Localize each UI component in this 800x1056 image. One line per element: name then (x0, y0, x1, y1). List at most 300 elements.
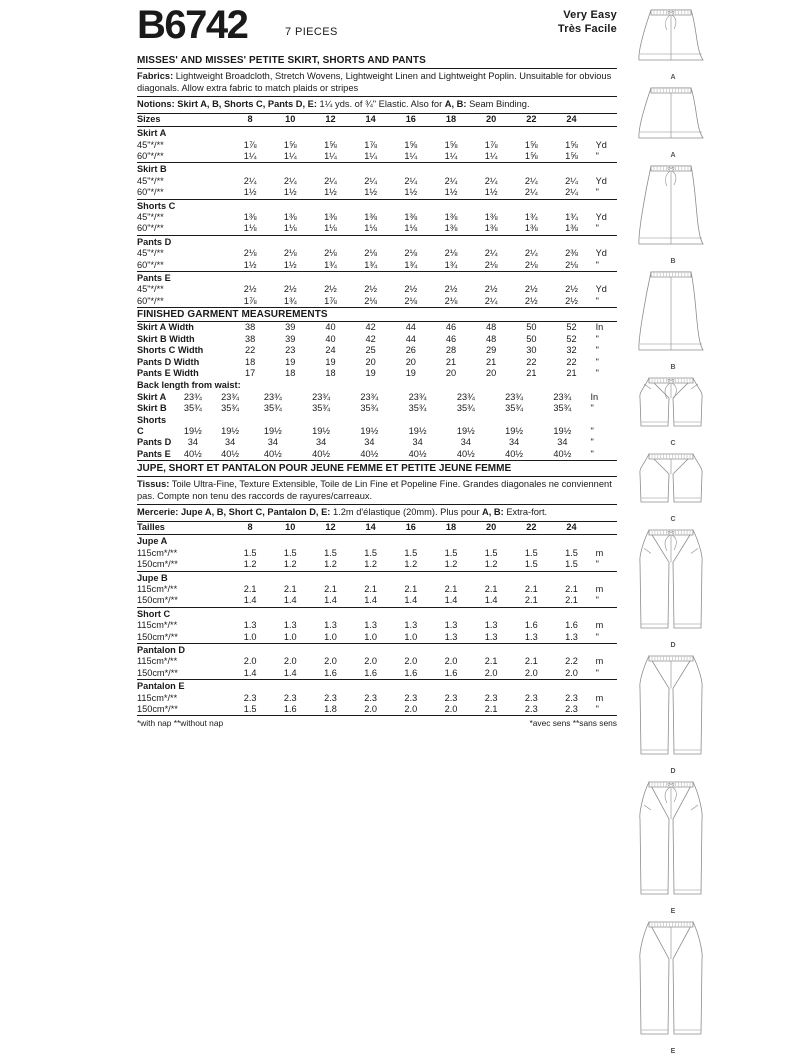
size-header-cell: 10 (270, 114, 310, 127)
value-cell: 2.2 (565, 656, 578, 667)
value-cell: 1.4 (230, 668, 270, 680)
notions-label: Notions: (137, 99, 175, 110)
mercerie-views: Jupe A, B, Short C, Pantalon D, E: (180, 507, 331, 518)
value-cell: 1¾ (351, 260, 391, 272)
row-label: 45"*/** (137, 139, 164, 150)
row-label: Shorts C Width (137, 345, 204, 356)
yardage-row (137, 656, 617, 667)
figure-view-label: C (670, 516, 676, 523)
garment-figure-a-back (635, 82, 735, 160)
row-label: 60"*/** (137, 296, 230, 308)
value-cell: 1¾ (524, 212, 538, 223)
value-cell: 2¼ (511, 187, 551, 199)
yardage-table-french (137, 522, 617, 716)
yardage-row (137, 595, 617, 607)
value-cell: 1.6 (391, 668, 431, 680)
value-cell: 48 (486, 322, 497, 333)
value-cell: 2.1 (524, 583, 538, 594)
value-cell: 1.4 (391, 595, 431, 607)
yardage-row (137, 559, 617, 571)
value-cell: 19½ (221, 425, 240, 436)
value-cell: 35¾ (505, 403, 524, 414)
garment-figure-b-front (635, 160, 735, 266)
piece-count: 7 PIECES (285, 26, 338, 38)
value-cell: 2⅛ (404, 248, 418, 259)
value-cell: 24 (325, 345, 336, 356)
value-cell: 1.3 (511, 632, 551, 644)
value-cell: 1.3 (551, 632, 591, 644)
value-cell: 1⅜ (444, 212, 458, 223)
value-cell: 1⅞ (230, 296, 270, 308)
size-header-cell: 10 (270, 522, 310, 535)
value-cell: 2¼ (565, 175, 578, 186)
row-label: 45"*/** (137, 284, 164, 295)
value-cell: 1½ (431, 187, 471, 199)
figure-view-label: C (670, 440, 676, 447)
size-header-cell: 20 (471, 114, 511, 127)
value-cell: 2.3 (404, 692, 418, 703)
row-label: 60"*/** (137, 223, 230, 235)
spacer-cell (551, 644, 591, 657)
spacer-cell (391, 199, 431, 212)
value-cell: 1⅝ (565, 139, 578, 150)
value-cell: 1¾ (310, 260, 350, 272)
yardage-row (137, 284, 617, 295)
figure-view-label: A (670, 152, 676, 159)
value-cell: 28 (445, 345, 457, 356)
garment-figure-d-front (635, 524, 735, 650)
value-cell: 23 (285, 345, 296, 356)
unit-cell (592, 522, 617, 535)
value-cell: 50 (526, 333, 537, 344)
value-cell: 20 (486, 367, 497, 378)
value-cell: 1.2 (471, 559, 511, 571)
value-cell: 2.1 (524, 656, 538, 667)
value-cell: 23¾ (221, 391, 240, 402)
row-label: Pants E (137, 448, 171, 459)
value-cell: 1⅜ (364, 212, 378, 223)
spacer-cell (270, 644, 310, 657)
spacer-cell (551, 127, 591, 140)
mercerie-tail: Extra-fort. (503, 507, 548, 518)
spacer-cell (230, 644, 270, 657)
value-cell: 1¾ (565, 212, 578, 223)
value-cell: 35¾ (553, 403, 572, 414)
spacer-cell (551, 680, 591, 693)
spacer-cell (230, 127, 270, 140)
row-label: 150cm*/** (137, 632, 230, 644)
tissus-line (137, 477, 617, 505)
value-cell: 1⅜ (511, 223, 551, 235)
size-header-cell: 18 (431, 114, 471, 127)
value-cell: 1.3 (484, 620, 498, 631)
unit-cell: Yd (595, 248, 607, 259)
row-label: 115cm*/** (137, 547, 178, 558)
unit-cell: In (590, 391, 599, 402)
value-cell: 1¾ (391, 260, 431, 272)
spacer-cell (230, 163, 270, 176)
spacer-cell (310, 644, 350, 657)
unit-cell (592, 535, 617, 548)
sizes-header-row-french (137, 522, 617, 535)
spacer-cell (351, 680, 391, 693)
yardage-table-english (137, 114, 617, 309)
spacer-cell (351, 607, 391, 620)
unit-cell: " (592, 223, 617, 235)
value-cell: 19½ (456, 425, 475, 436)
nap-note-english: *with nap **without nap (137, 718, 224, 729)
value-cell: 2.0 (404, 656, 418, 667)
notions-views-b: A, B: (444, 99, 467, 110)
value-cell: 2.0 (471, 668, 511, 680)
spacer-cell (351, 163, 391, 176)
value-cell: 21 (526, 367, 537, 378)
size-header-cell: 12 (310, 114, 350, 127)
value-cell: 1.6 (351, 668, 391, 680)
spacer-cell (345, 379, 393, 391)
spacer-cell (270, 607, 310, 620)
spacer-cell (431, 535, 471, 548)
value-cell: 1.3 (444, 620, 458, 631)
spacer-cell (310, 272, 350, 285)
unit-cell: m (595, 692, 604, 703)
spacer-cell (310, 680, 350, 693)
value-cell: 35¾ (408, 403, 427, 414)
unit-cell: " (592, 151, 617, 163)
size-header-cell: 16 (391, 522, 431, 535)
value-cell: 2½ (444, 284, 458, 295)
garment-group-name: Pantalon E (137, 681, 185, 692)
value-cell: 2.0 (444, 656, 458, 667)
spacer-cell (351, 272, 391, 285)
value-cell: 2.0 (364, 704, 378, 715)
value-cell: 1.5 (484, 547, 498, 558)
value-cell: 35¾ (312, 403, 331, 414)
value-cell: 1⅜ (431, 223, 471, 235)
yardage-row (137, 212, 617, 223)
value-cell: 40½ (221, 448, 240, 459)
value-cell: 1¼ (310, 151, 350, 163)
tissus-label: Tissus: (137, 479, 170, 490)
value-cell: 2.3 (565, 704, 578, 715)
value-cell: 20 (405, 356, 416, 367)
value-cell: 40½ (312, 448, 331, 459)
spacer-cell (310, 163, 350, 176)
value-cell: 46 (445, 333, 457, 344)
value-cell: 34 (267, 437, 278, 448)
garment-group-row (137, 272, 617, 285)
value-cell: 2½ (551, 296, 591, 308)
value-cell: 2½ (524, 284, 538, 295)
value-cell: 1⅞ (310, 296, 350, 308)
spacer-cell (431, 199, 471, 212)
value-cell: 40½ (456, 448, 475, 459)
spacer-cell (351, 127, 391, 140)
spacer-cell (471, 235, 511, 248)
value-cell: 1.4 (471, 595, 511, 607)
spacer-cell (270, 535, 310, 548)
value-cell: 23¾ (263, 391, 282, 402)
garment-group-name: Skirt A (137, 128, 167, 139)
unit-cell (592, 644, 617, 657)
difficulty-english: Very Easy (563, 9, 617, 21)
spacer-cell (511, 644, 551, 657)
value-cell: 1¼ (431, 151, 471, 163)
unit-cell: m (595, 583, 604, 594)
spacer-cell (391, 535, 431, 548)
size-header-cell: 8 (230, 114, 270, 127)
value-cell: 1.4 (270, 595, 310, 607)
pattern-number: B6742 (137, 3, 248, 47)
spacer-cell (310, 235, 350, 248)
size-header-cell: 14 (351, 522, 391, 535)
value-cell: 1.5 (364, 547, 378, 558)
unit-cell (592, 680, 617, 693)
yardage-row (137, 187, 617, 199)
value-cell: 2.0 (551, 668, 591, 680)
spacer-cell (351, 535, 391, 548)
figure-view-label: A (670, 74, 676, 81)
garment-figure-e-back (635, 916, 735, 1056)
value-cell: 23¾ (312, 391, 331, 402)
spacer-cell (431, 607, 471, 620)
mercerie-text: 1.2m d'élastique (20mm). Plus pour (330, 507, 480, 518)
value-cell: 1.5 (243, 547, 257, 558)
value-cell: 35¾ (360, 403, 379, 414)
value-cell: 23¾ (505, 391, 524, 402)
spacer-cell (471, 272, 511, 285)
value-cell: 1⅛ (310, 223, 350, 235)
value-cell: 2¼ (324, 175, 337, 186)
value-cell: 1.6 (524, 620, 538, 631)
unit-cell: " (592, 632, 617, 644)
line-drawing-skirt-short (635, 82, 735, 152)
value-cell: 1⅜ (324, 212, 337, 223)
value-cell: 2½ (283, 284, 297, 295)
garment-group-row (137, 163, 617, 176)
value-cell: 20 (445, 367, 457, 378)
value-cell: 2.3 (364, 692, 378, 703)
value-cell: 2¼ (444, 175, 458, 186)
value-cell: 1⅝ (283, 139, 297, 150)
spacer-cell (270, 199, 310, 212)
value-cell: 1.2 (270, 559, 310, 571)
value-cell: 1.4 (230, 595, 270, 607)
spacer-cell (551, 535, 591, 548)
row-label: Pants D Width (137, 356, 200, 367)
value-cell: 1.5 (524, 547, 538, 558)
value-cell: 42 (365, 322, 376, 333)
garment-group-row (137, 571, 617, 584)
value-cell: 1½ (230, 187, 270, 199)
spacer-cell (471, 680, 511, 693)
yardage-row (137, 584, 617, 595)
value-cell: 2¼ (471, 296, 511, 308)
figure-view-label: D (670, 642, 676, 649)
value-cell: 23¾ (408, 391, 427, 402)
value-cell: 1¼ (391, 151, 431, 163)
line-drawing-skirt-long (635, 266, 735, 364)
spacer-cell (442, 379, 490, 391)
value-cell: 52 (566, 333, 577, 344)
spacer-cell (310, 127, 350, 140)
value-cell: 2¼ (524, 175, 538, 186)
spacer-cell (310, 199, 350, 212)
unit-cell: m (595, 656, 604, 667)
yardage-row (137, 704, 617, 715)
spacer-cell (391, 644, 431, 657)
spacer-cell (310, 571, 350, 584)
yardage-row (137, 140, 617, 151)
spacer-cell (490, 379, 538, 391)
spacer-cell (551, 199, 591, 212)
value-cell: 2½ (565, 284, 578, 295)
finished-measurements-heading: FINISHED GARMENT MEASUREMENTS (137, 308, 617, 322)
spacer-cell (270, 235, 310, 248)
value-cell: 2⅛ (444, 248, 458, 259)
unit-cell (592, 163, 617, 176)
value-cell: 2.1 (444, 583, 458, 594)
value-cell: 35¾ (263, 403, 282, 414)
value-cell: 2.0 (444, 704, 458, 715)
unit-cell: In (595, 322, 604, 333)
value-cell: 35¾ (183, 403, 202, 414)
size-header-cell: 24 (551, 522, 591, 535)
spacer-cell (471, 535, 511, 548)
yardage-row (137, 248, 617, 259)
row-label: 45"*/** (137, 248, 164, 259)
mercerie-line (137, 505, 617, 522)
yardage-row (137, 357, 617, 368)
yardage-row (137, 260, 617, 272)
value-cell: 1½ (310, 187, 350, 199)
value-cell: 2.0 (243, 656, 257, 667)
unit-cell: Yd (595, 284, 607, 295)
value-cell: 39 (285, 333, 296, 344)
value-cell: 1⅜ (484, 212, 498, 223)
value-cell: 40½ (408, 448, 427, 459)
value-cell: 19½ (505, 425, 524, 436)
value-cell: 1.4 (310, 595, 350, 607)
row-label: 60"*/** (137, 151, 230, 163)
garment-group-row (137, 644, 617, 657)
spacer-cell (471, 163, 511, 176)
unit-cell: " (592, 668, 617, 680)
back-length-table (137, 379, 617, 460)
unit-cell: " (595, 704, 599, 715)
value-cell: 2.1 (324, 583, 337, 594)
unit-cell (586, 379, 617, 391)
value-cell: 1.5 (511, 559, 551, 571)
unit-cell: " (595, 345, 599, 356)
value-cell: 34 (508, 437, 520, 448)
garment-title-french: JUPE, SHORT ET PANTALON POUR JEUNE FEMME ET PETITE JEUNE FEMME (137, 460, 617, 477)
value-cell: 1⅛ (391, 223, 431, 235)
value-cell: 1.5 (243, 704, 257, 715)
spacer-cell (297, 379, 345, 391)
value-cell: 2¼ (364, 175, 378, 186)
value-cell: 1.3 (243, 620, 257, 631)
garment-group-name: Jupe A (137, 536, 168, 547)
row-label: 115cm*/** (137, 656, 178, 667)
unit-cell (592, 127, 617, 140)
spacer-cell (551, 272, 591, 285)
unit-cell (592, 235, 617, 248)
value-cell: 1.3 (364, 620, 378, 631)
value-cell: 2.3 (524, 704, 538, 715)
sizes-label: Sizes (137, 114, 230, 127)
yardage-row (137, 322, 617, 333)
value-cell: 1⅜ (283, 212, 297, 223)
spacer-cell (351, 644, 391, 657)
unit-cell: " (592, 260, 617, 272)
value-cell: 2¼ (404, 175, 418, 186)
row-label: Shorts C (137, 414, 167, 436)
value-cell: 34 (187, 437, 198, 448)
unit-cell (592, 114, 617, 127)
spacer-cell (270, 127, 310, 140)
unit-cell: m (595, 620, 604, 631)
value-cell: 1¼ (471, 151, 511, 163)
value-cell: 34 (224, 437, 236, 448)
value-cell: 19 (405, 367, 416, 378)
figure-view-label: B (670, 364, 676, 371)
row-label: 115cm*/** (137, 692, 178, 703)
size-header-cell: 16 (391, 114, 431, 127)
yardage-row (137, 449, 617, 460)
value-cell: 21 (445, 356, 457, 367)
spacer-cell (511, 235, 551, 248)
value-cell: 1.4 (351, 595, 391, 607)
value-cell: 2.1 (484, 704, 498, 715)
value-cell: 2.3 (565, 692, 578, 703)
value-cell: 1.0 (391, 632, 431, 644)
spacer-cell (351, 199, 391, 212)
spacer-cell (431, 680, 471, 693)
spacer-cell (511, 535, 551, 548)
value-cell: 18 (325, 367, 336, 378)
yardage-row (137, 415, 617, 438)
value-cell: 23¾ (183, 391, 202, 402)
value-cell: 2½ (511, 296, 551, 308)
spacer-cell (431, 272, 471, 285)
unit-cell: " (595, 333, 599, 344)
value-cell: 18 (245, 356, 256, 367)
spacer-cell (471, 571, 511, 584)
yardage-row (137, 437, 617, 448)
row-label: 115cm*/** (137, 583, 178, 594)
value-cell: 2½ (404, 284, 418, 295)
line-drawing-skirt-short (635, 4, 735, 74)
difficulty-rating (558, 8, 617, 36)
value-cell: 1¾ (431, 260, 471, 272)
value-cell: 2⅜ (565, 248, 578, 259)
value-cell: 2.1 (283, 583, 297, 594)
value-cell: 1¾ (270, 296, 310, 308)
value-cell: 2.0 (283, 656, 297, 667)
spacer-cell (230, 235, 270, 248)
value-cell: 1.5 (444, 547, 458, 558)
value-cell: 17 (245, 367, 256, 378)
figure-view-label: E (670, 1048, 676, 1055)
spacer-cell (230, 571, 270, 584)
footer-notes (137, 715, 617, 729)
garment-group-row (137, 127, 617, 140)
value-cell: 1.2 (230, 559, 270, 571)
value-cell: 1⅞ (364, 139, 378, 150)
value-cell: 2.0 (324, 656, 337, 667)
value-cell: 2⅛ (283, 248, 297, 259)
